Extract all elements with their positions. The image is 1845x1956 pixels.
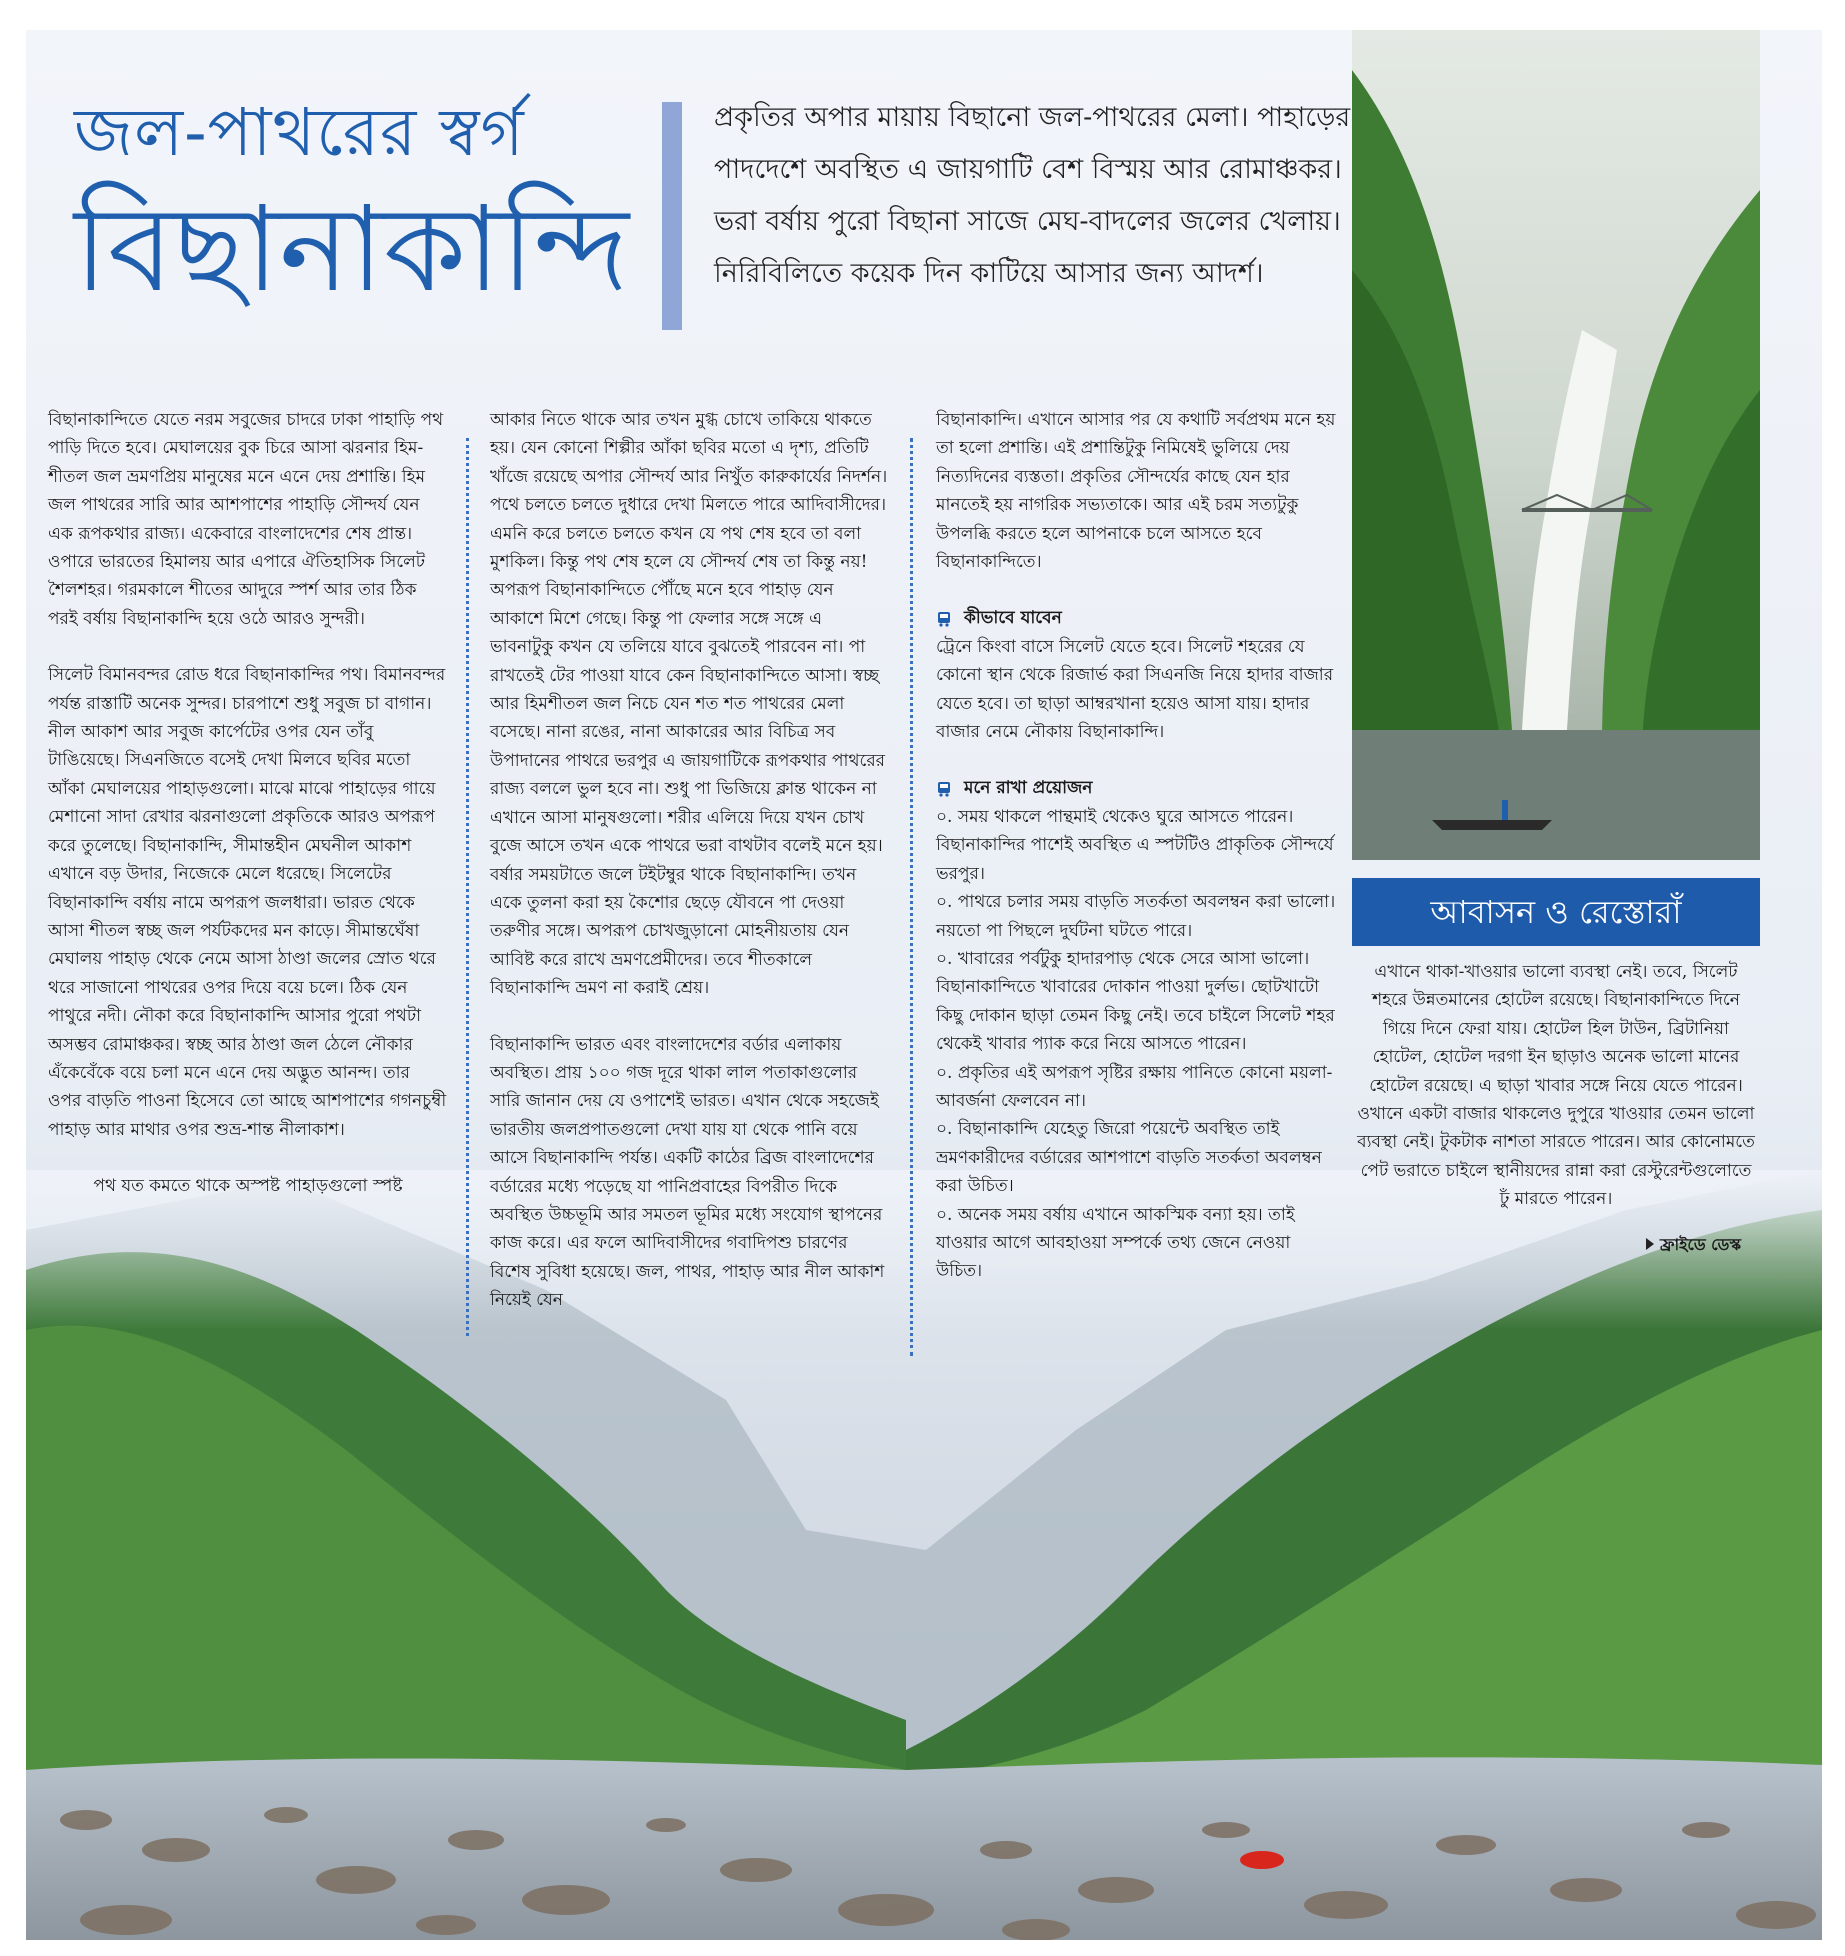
column-divider	[910, 438, 913, 1356]
paragraph: সিলেট বিমানবন্দর রোড ধরে বিছানাকান্দির পথ। বিমানবন্দর পর্যন্ত রাস্তাটি অনেক সুন্দর। চারপাশে শুধু সবুজ চা বাগান। নীল আকাশ আর সবুজ কার্পেটের ওপর যেন তাঁবু টাঙিয়েছে। সিএনজিতে বসেই দেখা মিলবে ছবির মতো আঁকা মেঘালয়ের পাহাড়গুলো। মাঝে মাঝে পাহাড়ের গায়ে মেশানো সাদা রেখার ঝরনাগুলো প্রকৃতিকে আরও অপরূপ করে তুলেছে। বিছানাকান্দি, সীমান্তহীন মেঘনীল আকাশ এখানে বড় উদার, নিজেকে মেলে ধরেছে। সিলেটের বিছানাকান্দি বর্ষায় নামে অপরূপ জলধারা। ভারত থেকে আসা শীতল স্বচ্ছ জল পর্যটকদের মন কাড়ে। সীমান্তঘেঁষা মেঘালয় পাহাড় থেকে নেমে আসা ঠাণ্ডা জলের স্রোত থরে থরে সাজানো পাথরের ওপর দিয়ে বয়ে চলে। ঠিক যেন পাথুরে নদী। নৌকা করে বিছানাকান্দি আসার পুরো পথটা অসম্ভব রোমাঞ্চকর। স্বচ্ছ আর ঠাণ্ডা জল ঠেলে নৌকার এঁকেবেঁকে বয়ে চলা মনে এনে দেয় অদ্ভুত আনন্দ। তার ওপর বাড়তি পাওনা হিসেবে তো আছে আশপাশের গগনচুম্বী পাহাড় আর মাথার ওপর শুভ্র-শান্ত নীলাকাশ।	[48, 665, 447, 1140]
paragraph: বিছানাকান্দি ভারত এবং বাংলাদেশের বর্ডার এলাকায় অবস্থিত। প্রায় ১০০ গজ দূরে থাকা লাল পতাকাগুলোর সারি জানান দেয় যে ওপাশেই ভারত। এখান থেকে সহজেই ভারতীয় জলপ্রপাতগুলো দেখা যায় যা থেকে পানি বয়ে আসে বিছানাকান্দি পর্যন্ত। একটি কাঠের ব্রিজ বাংলাদেশের বর্ডারের মধ্যে পড়েছে যা পানিপ্রবাহের বিপরীত দিকে অবস্থিত উচ্চভূমি আর সমতল ভূমির মধ্যে সংযোগ স্থাপনের কাজ করে। এর ফলে আদিবাসীদের গবাদিপশু চারণের বিশেষ সুবিধা হয়েছে। জল, পাথর, পাহাড় আর নীল আকাশ নিয়েই যেন	[490, 1034, 885, 1311]
remember-heading	[936, 774, 1336, 802]
sidebar-heading: আবাসন ও রেস্তোরাঁ	[1352, 878, 1760, 946]
article-column-1	[48, 406, 448, 1229]
byline	[1646, 1232, 1741, 1259]
how-to-go-heading	[936, 604, 1336, 632]
list-item: ০. প্রকৃতির এই অপরূপ সৃষ্টির রক্ষায় পানিতে কোনো ময়লা-আবর্জনা ফেলবেন না।	[936, 1062, 1333, 1111]
list-item: ০. বিছানাকান্দি যেহেতু জিরো পয়েন্টে অবস্থিত তাই ভ্রমণকারীদের বর্ডারের আশপাশে বাড়তি সতর্কতা অবলম্বন করা উচিত।	[936, 1119, 1322, 1197]
byline-label: ফ্রাইডে ডেস্ক	[1660, 1235, 1741, 1254]
triangle-icon	[1646, 1238, 1654, 1250]
paragraph: বিছানাকান্দিতে যেতে নরম সবুজের চাদরে ঢাকা পাহাড়ি পথ পাড়ি দিতে হবে। মেঘালয়ের বুক চিরে আসা ঝরনার হিম-শীতল জল ভ্রমণপ্রিয় মানুষের মনে এনে দেয় প্রশান্তি। হিম জল পাথরের সারি আর আশপাশের পাহাড়ি সৌন্দর্য যেন এক রূপকথার রাজ্য। একেবারে বাংলাদেশের শেষ প্রান্ত। ওপারে ভারতের হিমালয় আর এপারে ঐতিহাসিক সিলেট শৈলশহর। গরমকালে শীতের আদুরে স্পর্শ আর তার ঠিক পরই বর্ষায় বিছানাকান্দি হয়ে ওঠে আরও সুন্দরী।	[48, 410, 444, 629]
paragraph: আকার নিতে থাকে আর তখন মুগ্ধ চোখে তাকিয়ে থাকতে হয়। যেন কোনো শিল্পীর আঁকা ছবির মতো এ দৃশ্য, প্রতিটি খাঁজে রয়েছে অপার সৌন্দর্য আর নিখুঁত কারুকার্যের নিদর্শন। পথে চলতে চলতে দুধারে দেখা মিলতে পারে আদিবাসীদের। এমনি করে চলতে চলতে কখন যে পথ শেষ হবে তা বলা মুশকিল। কিন্তু পথ শেষ হলে যে সৌন্দর্য শেষ তা কিন্তু নয়! অপরূপ বিছানাকান্দিতে পৌঁছে মনে হবে পাহাড় যেন আকাশে মিশে গেছে। কিন্তু পা ফেলার সঙ্গে সঙ্গে এ ভাবনাটুকু কখন যে তলিয়ে যাবে বুঝতেই পারবেন না। পা রাখতেই টের পাওয়া যাবে কেন বিছানাকান্দিতে আসা। স্বচ্ছ আর হিমশীতল জল নিচে যেন শত শত পাথরের মেলা বসেছে। নানা রঙের, নানা আকারের আর বিচিত্র সব উপাদানের পাথরে ভরপুর এ জায়গাটিকে রূপকথার পাথরের রাজ্য বললে ভুল হবে না। শুধু পা ভিজিয়ে ক্লান্ত থাকেন না এখানে আসা মানুষগুলো। শরীর এলিয়ে দিয়ে যখন চোখ বুজে আসে তখন একে পাথরে ভরা বাথটাব বলেই মনে হয়। বর্ষার সময়টাতে জলে টইটম্বুর থাকে বিছানাকান্দি। তখন একে তুলনা করা হয় কৈশোর ছেড়ে যৌবনে পা দেওয়া তরুণীর সঙ্গে। অপরূপ চোখজুড়ানো মোহনীয়তায় যেন আবিষ্ট করে রাখে ভ্রমণপ্রেমীদের। তবে শীতকালে বিছানাকান্দি ভ্রমণ না করাই শ্রেয়।	[490, 410, 888, 999]
page-title: বিছানাকান্দি	[74, 180, 630, 318]
tips-list	[936, 803, 1336, 1286]
newspaper-page	[26, 30, 1822, 1940]
list-item: ০. পাথরে চলার সময় বাড়তি সতর্কতা অবলম্বন করা ভালো। নয়তো পা পিছলে দুর্ঘটনা ঘটতে পারে।	[936, 892, 1336, 941]
intro-accent-bar	[662, 102, 682, 330]
waterfall-photo	[1352, 30, 1760, 860]
list-item: ০. অনেক সময় বর্ষায় এখানে আকস্মিক বন্যা হয়। তাই যাওয়ার আগে আবহাওয়া সম্পর্কে তথ্য জেনে নেওয়া উচিত।	[936, 1204, 1295, 1282]
remember-heading-label: মনে রাখা প্রয়োজন	[964, 778, 1093, 799]
bus-icon	[936, 781, 952, 797]
bus-icon	[936, 611, 952, 627]
how-to-go-heading-label: কীভাবে যাবেন	[964, 608, 1062, 629]
paragraph: পথ যত কমতে থাকে অস্পষ্ট পাহাড়গুলো স্পষ্ট	[93, 1176, 403, 1197]
list-item: ০. খাবারের পর্বটুকু হাদারপাড় থেকে সেরে আসা ভালো। বিছানাকান্দিতে খাবারের দোকান পাওয়া দুর্লভ। ছোটখাটো কিছু দোকান ছাড়া তেমন কিছু নেই। তবে চাইলে সিলেট শহর থেকেই খাবার প্যাক করে নিয়ে আসতে পারেন।	[936, 948, 1335, 1055]
sidebar-text: এখানে থাকা-খাওয়ার ভালো ব্যবস্থা নেই। তবে, সিলেট শহরে উন্নতমানের হোটেল রয়েছে। বিছানাকান্দিতে দিনে গিয়ে দিনে ফেরা যায়। হোটেল হিল টাউন, ব্রিটানিয়া হোটেল, হোটেল দরগা ইন ছাড়াও অনেক ভালো মানের হোটেল রয়েছে। এ ছাড়া খাবার সঙ্গে নিয়ে যেতে পারেন। ওখানে একটা বাজার থাকলেও দুপুরে খাওয়ার তেমন ভালো ব্যবস্থা নেই। টুকটাক নাশতা সারতে পারেন। আর কোনোমতে পেট ভরাতে চাইলে স্থানীয়দের রান্না করা রেস্টুরেন্টগুলোতে ঢুঁ মারতে পারেন।	[1357, 962, 1755, 1210]
paragraph: ট্রেনে কিংবা বাসে সিলেট যেতে হবে। সিলেট শহরের যে কোনো স্থান থেকে রিজার্ভ করা সিএনজি নিয়ে হাদার বাজার যেতে হবে। তা ছাড়া আম্বরখানা হয়েও আসা যায়। হাদার বাজার নেমে নৌকায় বিছানাকান্দি।	[936, 636, 1334, 743]
article-column-2	[490, 406, 890, 1343]
paragraph: বিছানাকান্দি। এখানে আসার পর যে কথাটি সর্বপ্রথম মনে হয় তা হলো প্রশান্তি। এই প্রশান্তিটুকু নিমিষেই ভুলিয়ে দেয় নিত্যদিনের ব্যস্ততা। প্রকৃতির সৌন্দর্যের কাছে যেন হার মানতেই হয় নাগরিক সভ্যতাকে। আর এই চরম সত্যটুকু উপলব্ধি করতে হলে আপনাকে চলে আসতে হবে বিছানাকান্দিতে।	[936, 410, 1336, 573]
article-column-3	[936, 406, 1336, 1286]
column-divider	[466, 438, 469, 1336]
headline-kicker: জল-পাথরের স্বর্গ	[74, 94, 525, 171]
intro-paragraph: প্রকৃতির অপার মায়ায় বিছানো জল-পাথরের মেলা। পাহাড়ের পাদদেশে অবস্থিত এ জায়গাটি বেশ বিস্ময় আর রোমাঞ্চকর। ভরা বর্ষায় পুরো বিছানা সাজে মেঘ-বাদলের জলের খেলায়। নিরিবিলিতে কয়েক দিন কাটিয়ে আসার জন্য আদর্শ।	[714, 102, 1351, 289]
list-item: ০. সময় থাকলে পান্থমাই থেকেও ঘুরে আসতে পারেন। বিছানাকান্দির পাশেই অবস্থিত এ স্পটটিও প্রাকৃতিক সৌন্দর্যে ভরপুর।	[936, 806, 1334, 884]
